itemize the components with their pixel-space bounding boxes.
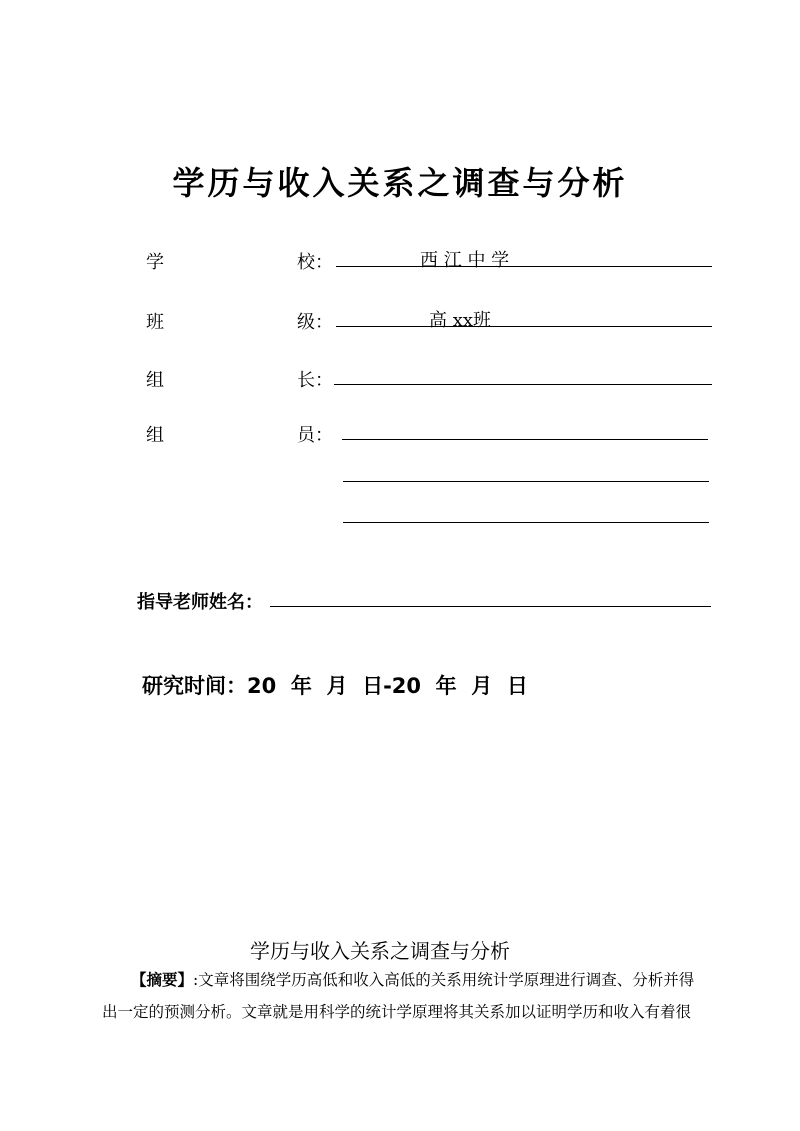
abstract-text-1: :文章将围绕学历高低和收入高低的关系用统计学原理进行调查、分析并得 <box>193 971 695 989</box>
members-label-right: 员： <box>297 425 333 446</box>
teacher-label: 指导老师姓名： <box>137 592 263 613</box>
class-value: 高 xx班 <box>429 310 492 331</box>
class-label-left: 班 <box>146 312 164 333</box>
members-underline-3 <box>343 522 709 523</box>
class-underline <box>336 326 712 327</box>
section-title: 学历与收入关系之调查与分析 <box>250 939 510 963</box>
members-underline-1 <box>342 439 708 440</box>
members-label-left: 组 <box>146 425 164 446</box>
leader-label-right: 长： <box>297 370 333 391</box>
school-label-left: 学 <box>146 252 164 273</box>
abstract-line-2: 出一定的预测分析。文章就是用科学的统计学原理将其关系加以证明学历和收入有着很 <box>102 1003 692 1021</box>
teacher-underline <box>270 606 711 607</box>
abstract-label: 【摘要】 <box>131 970 194 989</box>
school-underline <box>336 266 712 267</box>
research-time: 研究时间：20 年 月 日-20 年 月 日 <box>142 674 528 698</box>
school-value: 西 江 中 学 <box>420 250 510 271</box>
abstract-line-1 <box>131 968 694 990</box>
leader-label-left: 组 <box>146 370 164 391</box>
page-title: 学历与收入关系之调查与分析 <box>172 164 628 202</box>
class-label-right: 级： <box>297 312 333 333</box>
school-label-right: 校： <box>297 252 333 273</box>
leader-underline <box>334 384 712 385</box>
members-underline-2 <box>343 481 709 482</box>
